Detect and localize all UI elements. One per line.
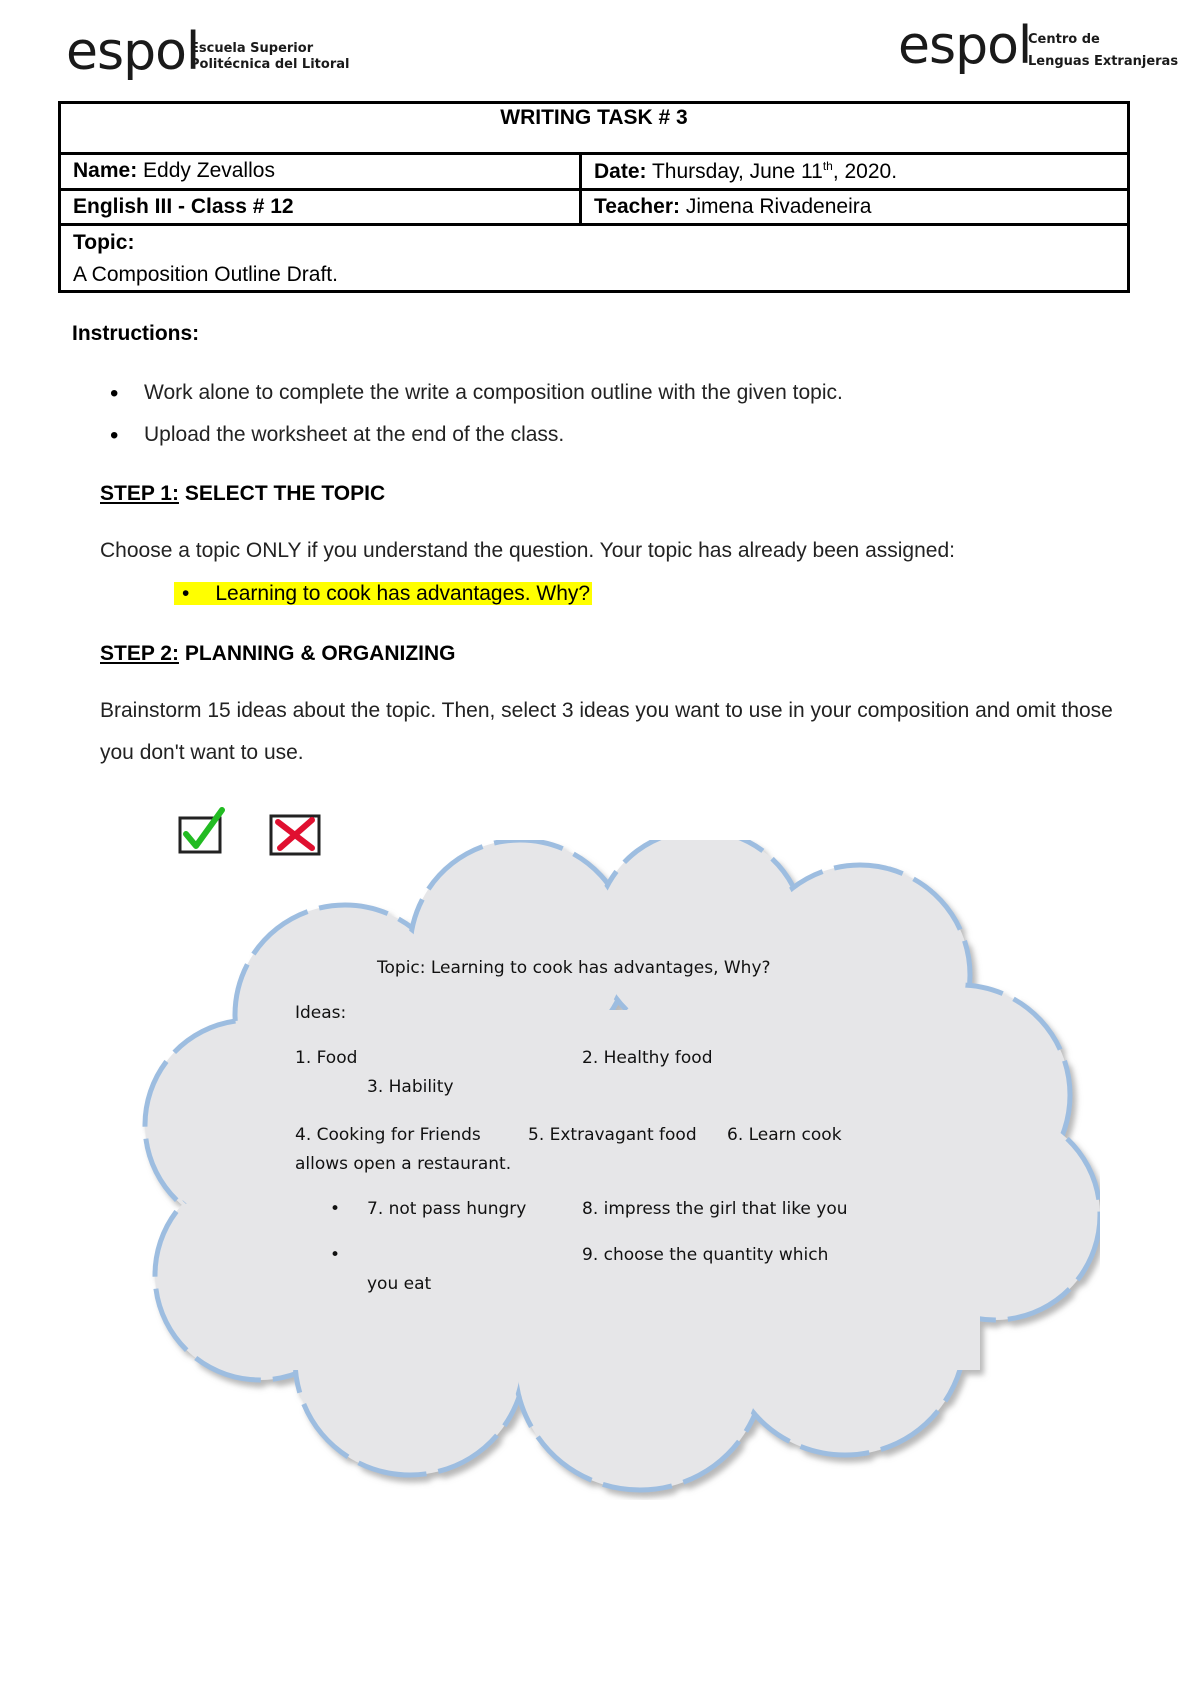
assigned-topic-text: • Learning to cook has advantages. Why? <box>174 582 592 605</box>
step2-title: PLANNING & ORGANIZING <box>178 642 456 665</box>
logo-right-line1: Centro de <box>1028 32 1100 47</box>
name-value: Eddy Zevallos <box>143 159 275 182</box>
step1-title: SELECT THE TOPIC <box>178 482 386 505</box>
cloud-idea: 9. choose the quantity which <box>582 1245 829 1265</box>
instructions-heading: Instructions: <box>72 322 200 345</box>
cloud-topic: Topic: Learning to cook has advantages, Why? <box>377 958 771 978</box>
date-cell <box>581 154 1129 190</box>
step2-label: STEP 2: <box>100 642 179 665</box>
instruction-item: • Upload the worksheet at the end of the class. <box>144 423 564 447</box>
teacher-value: Jimena Rivadeneira <box>685 195 872 218</box>
cloud-idea: 7. not pass hungry <box>367 1199 527 1219</box>
logo-right-line2: Lenguas Extranjeras <box>1028 54 1179 69</box>
date-value: Thursday, June 11 <box>651 160 823 183</box>
date-value-end: , 2020. <box>832 160 898 183</box>
cloud-idea: 3. Hability <box>367 1077 454 1097</box>
step1-heading <box>100 482 385 506</box>
topic-cell <box>60 225 1129 292</box>
name-label: Name: <box>73 159 138 182</box>
cloud-idea: 1. Food <box>295 1048 358 1068</box>
name-cell <box>60 154 581 190</box>
task-title: WRITING TASK # 3 <box>60 103 1129 154</box>
cloud-idea: 4. Cooking for Friends <box>295 1125 481 1145</box>
instruction-item: • Work alone to complete the write a composition outline with the given topic. <box>144 381 843 405</box>
cloud-idea: 6. Learn cook <box>727 1125 842 1145</box>
logo-left-line2: Politécnica del Litoral <box>190 57 350 72</box>
assigned-topic <box>174 582 592 606</box>
logo-right-word: espol <box>898 16 1032 76</box>
teacher-label: Teacher: <box>594 195 680 218</box>
cloud-idea: 2. Healthy food <box>582 1048 713 1068</box>
cloud-bullet: • <box>330 1245 341 1265</box>
teacher-cell <box>581 190 1129 225</box>
step2-text: Brainstorm 15 ideas about the topic. Then, select 3 ideas you want to use in your composition and omit those you don't want to use. <box>100 699 1113 764</box>
cloud-bullet: • <box>330 1199 341 1219</box>
step2-heading <box>100 642 455 666</box>
header-table <box>58 101 1130 293</box>
logo-left-line1: Escuela Superior <box>190 41 314 56</box>
date-superscript: th <box>822 159 833 173</box>
cloud-idea-cont: you eat <box>367 1274 432 1294</box>
topic-label: Topic: <box>73 231 135 254</box>
date-label: Date: <box>594 160 647 183</box>
logo-left-word: espol <box>66 22 200 82</box>
cloud-idea: 8. impress the girl that like you <box>582 1199 848 1219</box>
topic-value: A Composition Outline Draft. <box>73 263 338 286</box>
cloud-idea-cont: allows open a restaurant. <box>295 1154 512 1174</box>
course-cell: English III - Class # 12 <box>60 190 581 225</box>
cloud-idea: 5. Extravagant food <box>528 1125 697 1145</box>
step1-text: Choose a topic ONLY if you understand the question. Your topic has already been assigned: <box>100 539 955 562</box>
brainstorm-cloud <box>140 840 1100 1500</box>
step1-label: STEP 1: <box>100 482 179 505</box>
cloud-ideas-label: Ideas: <box>295 1003 347 1023</box>
